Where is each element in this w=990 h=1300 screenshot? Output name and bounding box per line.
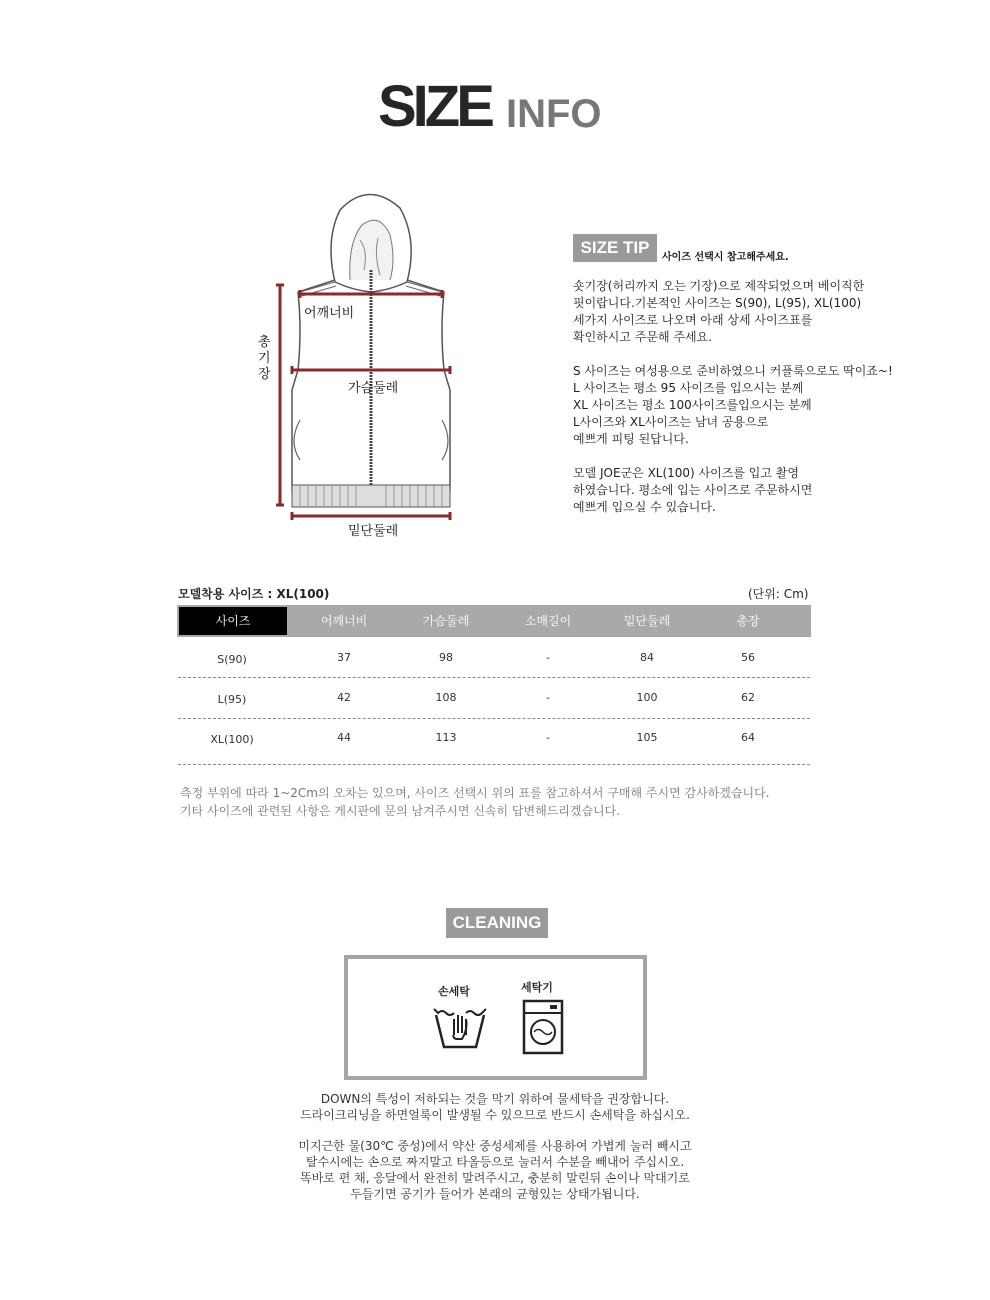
size-tip-line: 예쁘게 피팅 된답니다. bbox=[573, 432, 689, 446]
chest-label: 가슴둘레 bbox=[348, 381, 399, 396]
length-label: 총기장 bbox=[258, 335, 271, 382]
table-cell: 113 bbox=[435, 731, 457, 744]
header-shoulder: 어깨너비 bbox=[320, 614, 368, 628]
header-size-title: SIZE bbox=[378, 74, 491, 139]
size-table-header bbox=[177, 605, 811, 637]
row-divider bbox=[178, 677, 810, 678]
row-divider bbox=[178, 764, 810, 765]
size-tip-line: 예쁘게 입으실 수 있습니다. bbox=[573, 500, 716, 514]
header-info-title: INFO bbox=[506, 92, 602, 136]
size-tip-line: 숏기장(허리까지 오는 기장)으로 제작되었으며 베이직한 bbox=[573, 279, 865, 293]
size-tip-line: 확인하시고 주문해 주세요. bbox=[573, 330, 712, 344]
size-tip-line: L사이즈와 XL사이즈는 남녀 공용으로 bbox=[573, 415, 769, 429]
cleaning-instruction: 탈수시에는 손으로 짜지말고 타올등으로 눌러서 수분을 빼내어 주십시오. bbox=[305, 1155, 685, 1169]
unit-label: (단위: Cm) bbox=[748, 587, 809, 601]
table-cell: 64 bbox=[741, 731, 755, 744]
cleaning-instruction: 두들기면 공기가 들어가 본래의 균형있는 상태가됩니다. bbox=[350, 1187, 640, 1201]
header-size: 사이즈 bbox=[215, 614, 251, 628]
measurement-note: 기타 사이즈에 관련된 사항은 게시판에 문의 남겨주시면 신속히 답변해드리겠습니다. bbox=[180, 804, 621, 818]
table-cell: 62 bbox=[741, 691, 755, 704]
size-tip-badge: SIZE TIP bbox=[573, 234, 657, 262]
table-cell: 100 bbox=[636, 691, 658, 704]
row-divider bbox=[178, 718, 810, 719]
table-cell: 108 bbox=[435, 691, 457, 704]
size-tip-heading: 사이즈 선택시 참고해주세요. bbox=[662, 252, 789, 263]
size-tip-line: XL 사이즈는 평소 100사이즈를입으시는 분께 bbox=[573, 398, 812, 412]
hem-label: 밑단둘레 bbox=[348, 524, 399, 539]
table-cell: - bbox=[546, 651, 550, 664]
size-tip-line: 세가지 사이즈로 나오며 아래 상세 사이즈표를 bbox=[573, 313, 813, 327]
header-length: 총장 bbox=[736, 614, 760, 628]
table-cell: L(95) bbox=[217, 693, 247, 706]
table-cell: - bbox=[546, 731, 550, 744]
size-tip-line: 모델 JOE군은 XL(100) 사이즈를 입고 촬영 bbox=[573, 466, 799, 480]
cleaning-badge: CLEANING bbox=[446, 908, 548, 938]
table-cell: 105 bbox=[636, 731, 658, 744]
size-tip-line: 하였습니다. 평소에 입는 사이즈로 주문하시면 bbox=[573, 483, 813, 497]
table-cell: 37 bbox=[337, 651, 351, 664]
cleaning-instruction: 미지근한 물(30℃ 중성)에서 약산 중성세제를 사용하여 가볍게 눌러 빼시고 bbox=[298, 1139, 692, 1153]
hand-wash-label: 손세탁 bbox=[438, 985, 470, 998]
shoulder-label: 어깨너비 bbox=[304, 306, 355, 321]
header-chest: 가슴둘레 bbox=[422, 614, 470, 628]
machine-wash-label: 세탁기 bbox=[521, 981, 553, 994]
washing-machine-icon bbox=[522, 999, 564, 1055]
table-cell: - bbox=[546, 691, 550, 704]
model-size-label: 모델착용 사이즈 : XL(100) bbox=[178, 587, 330, 601]
header-hem: 밑단둘레 bbox=[623, 614, 671, 628]
table-cell: 42 bbox=[337, 691, 351, 704]
cleaning-instruction: 드라이크리닝을 하면얼룩이 발생될 수 있으므로 반드시 손세탁을 하십시오. bbox=[300, 1108, 690, 1122]
vest-diagram bbox=[240, 180, 480, 550]
cleaning-instruction: DOWN의 특성이 저하되는 것을 막기 위하여 물세탁을 권장합니다. bbox=[320, 1092, 670, 1106]
size-tip-line: 핏이랍니다.기본적인 사이즈는 S(90), L(95), XL(100) bbox=[573, 296, 862, 310]
cleaning-instruction: 똑바로 편 채, 응달에서 완전히 말려주시고, 충분히 말린뒤 손이나 막대기로 bbox=[300, 1171, 690, 1185]
size-tip-line: L 사이즈는 평소 95 사이즈를 입으시는 분께 bbox=[573, 381, 804, 395]
hand-wash-icon bbox=[432, 1005, 488, 1051]
table-cell: 56 bbox=[741, 651, 755, 664]
header-sleeve: 소매길이 bbox=[524, 614, 572, 628]
table-cell: 44 bbox=[337, 731, 351, 744]
table-cell: S(90) bbox=[217, 653, 247, 666]
cleaning-icons-box bbox=[344, 955, 647, 1080]
hooded-vest-illustration bbox=[240, 180, 480, 550]
measurement-note: 측정 부위에 따라 1~2Cm의 오차는 있으며, 사이즈 선택시 위의 표를 참고하셔서 구매해 주시면 감사하겠습니다. bbox=[180, 786, 770, 800]
size-tip-line: S 사이즈는 여성용으로 준비하였으니 커플룩으로도 딱이죠~! bbox=[573, 364, 893, 378]
table-cell: XL(100) bbox=[210, 733, 254, 746]
table-cell: 84 bbox=[640, 651, 654, 664]
table-cell: 98 bbox=[439, 651, 453, 664]
